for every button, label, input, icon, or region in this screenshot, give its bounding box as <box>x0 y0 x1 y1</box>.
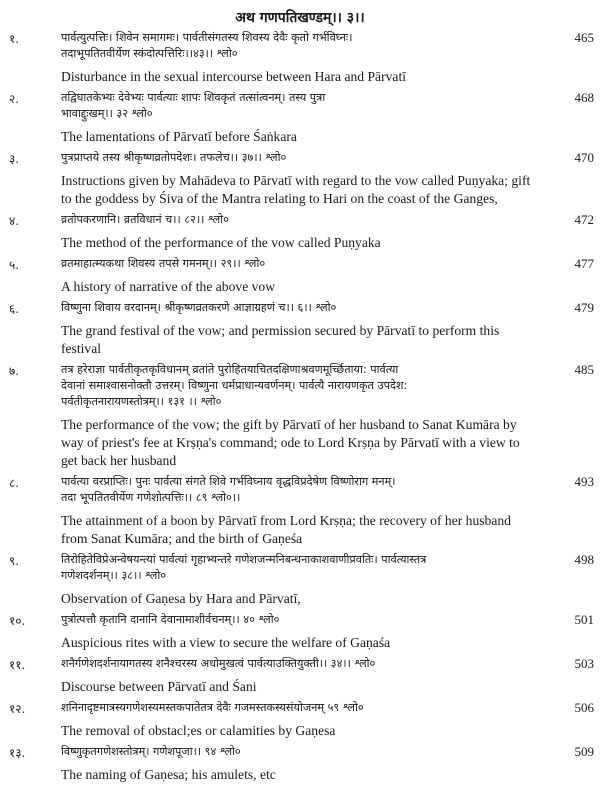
sanskrit-text: तत्र हरेराज्ञा पार्वतीकृतकृविधानम् व्रतांते पुरोहितयाचितदक्षिणाश्रवणमूर्च्छिताया: पार्वत्या देवानां समाश्वासनोक्तौ उत्तरम्। विष्णुना धर्मप्राधान्यवर्णनम्। पार्वत्यै नारायणकृत उपदेश: पर्वतीकृतनारायणस्तोत्रम्।। १३१ ।। श्लो० <box>61 363 408 408</box>
list-item <box>0 90 600 146</box>
english-description: The removal of obstacl;es or calamities by Gaṇesa <box>61 723 336 738</box>
list-item <box>0 552 600 608</box>
english-description: Instructions given by Mahādeva to Pārvatī with regard to the vow called Puṇyaka; gift to the goddess by Śiva of the Mantra relating to Hari on the coast of the Ganges, <box>61 173 531 206</box>
list-item <box>0 612 600 652</box>
page-number: 509 <box>574 744 594 759</box>
entry-number: ६. <box>9 302 20 316</box>
english-description: The naming of Gaṇesa; his amulets, etc <box>61 767 276 782</box>
sanskrit-text: विष्णुना शिवाय वरदानम्। श्रीकृष्णव्रतकरणे आज्ञाग्रहणं च।। ६।। श्लो० <box>61 301 337 314</box>
sanskrit-text: व्रतोपकरणानि। व्रतविधानं च।। ८२।। श्लो० <box>61 213 229 226</box>
page-number: 468 <box>574 90 594 105</box>
sanskrit-text: शनैर्गणेशदर्शनायागतस्य शनैश्चरस्य अधोमुखत्वं पार्वत्याउक्तियुक्ती।। ३४।। श्लो० <box>61 657 376 670</box>
sanskrit-text: पुत्रप्राप्तये तस्य श्रीकृष्णव्रतोपदेशः। तफलेच।। ३७।। श्लो० <box>61 151 287 164</box>
page-title: अथ गणपतिखण्डम्।। ३।। <box>235 10 365 26</box>
entry-number: ८. <box>9 476 20 490</box>
page-number: 506 <box>574 700 594 715</box>
page-number: 477 <box>574 256 594 271</box>
english-description: Auspicious rites with a view to secure the welfare of Gaṇaśa <box>61 635 391 650</box>
entry-number: १२. <box>9 702 26 716</box>
entry-number: १. <box>9 32 20 46</box>
english-description: The lamentations of Pārvatī before Śaṅkara <box>61 129 297 144</box>
entry-number: ५. <box>9 258 20 272</box>
sanskrit-text: शनिनादृष्टमात्रस्यगणेशस्यमस्तकपातेतत्र देवैः गजमस्तकस्यसंयोजनम् ५९ श्लो० <box>61 701 364 714</box>
sanskrit-text: तिरोहितेविप्रेअन्वेषयन्त्यां पार्वत्यां गृहाभ्यन्तरे गणेशजन्मनिबन्धनाकाशवाणीप्रवतिः। पार्वत्यास्तत्र गणेशदर्शनम्।। ३८।। श्लो० <box>61 553 427 582</box>
sanskrit-text: पार्वत्या वरप्राप्तिः। पुनः पार्वत्या संगते शिवे गर्भविघ्नाय वृद्धविप्रदेषेण विष्णोराग मनम्। तदा भूपतितवीर्येण गणेशोत्पत्तिः।। ८९ श्लो०।। <box>61 475 396 504</box>
entry-number: २. <box>9 92 20 106</box>
english-description: Discourse between Pārvatī and Śani <box>61 679 257 694</box>
list-item <box>0 212 600 252</box>
english-description: Observation of Gaṇesa by Hara and Pārvatī, <box>61 591 301 606</box>
list-item <box>0 150 600 208</box>
page-number: 470 <box>574 150 594 165</box>
english-description: The grand festival of the vow; and permission secured by Pārvatī to perform this festival <box>61 323 500 356</box>
entry-number: १३. <box>9 746 26 760</box>
list-item <box>0 300 600 358</box>
contents-list <box>0 30 600 784</box>
list-item <box>0 30 600 86</box>
page-number: 501 <box>574 612 594 627</box>
list-item <box>0 656 600 696</box>
page-number: 472 <box>574 212 594 227</box>
entry-number: ११. <box>9 658 26 672</box>
list-item <box>0 362 600 470</box>
english-description: Disturbance in the sexual intercourse between Hara and Pārvatī <box>61 69 406 84</box>
sanskrit-text: तद्विघातकेभ्यः देवेभ्यः पार्वत्याः शापः शिवकृतं तत्सांत्वनम्। तस्य पुत्रा भावाद्दुःखम्।। ३२ श्लो० <box>61 91 326 120</box>
sanskrit-text: व्रतमाहात्म्यकथा शिवस्य तपसे गमनम्।। २९।। श्लो० <box>61 257 266 270</box>
english-description: The method of the performance of the vow called Puṇyaka <box>61 235 381 250</box>
page-number: 479 <box>574 300 594 315</box>
sanskrit-text: पार्वत्युत्पत्तिः। शिवेन समागमः। पार्वतीसंगतस्य शिवस्य देवैः कृतो गर्भविघ्नः। तदाभूपतितवीर्येण स्कंदोत्पत्तिरिः।।४३।। श्लो० <box>61 31 353 60</box>
list-item <box>0 744 600 784</box>
list-item <box>0 256 600 296</box>
page-number: 503 <box>574 656 594 671</box>
entry-number: ७. <box>9 364 20 378</box>
sanskrit-text: पुत्रोत्पत्तौ कृतानि दानानि देवानामाशीर्वचनम्।। ४० श्लो० <box>61 613 280 626</box>
page-number: 493 <box>574 474 594 489</box>
page-number: 498 <box>574 552 594 567</box>
page-number: 465 <box>574 30 594 45</box>
entry-number: १०. <box>9 614 26 628</box>
entry-number: ९. <box>9 554 20 568</box>
sanskrit-text: विष्णुकृतगणेशस्तोत्रम्। गणेशपूजा।। ९४ श्लो० <box>61 745 241 758</box>
entry-number: ३. <box>9 152 20 166</box>
english-description: A history of narrative of the above vow <box>61 279 276 294</box>
english-description: The performance of the vow; the gift by Pārvatī of her husband to Sanat Kumāra by way of priest's fee at Krṣṇa's command; ode to Lord Krṣṇa by Pārvatī with a view to get back her husband <box>61 417 520 468</box>
english-description: The attainment of a boon by Pārvatī from Lord Krṣṇa; the recovery of her husband from Sanat Kumāra; and the birth of Gaṇeśa <box>61 513 511 546</box>
page-number: 485 <box>574 362 594 377</box>
entry-number: ४. <box>9 214 20 228</box>
list-item <box>0 474 600 548</box>
list-item <box>0 700 600 740</box>
